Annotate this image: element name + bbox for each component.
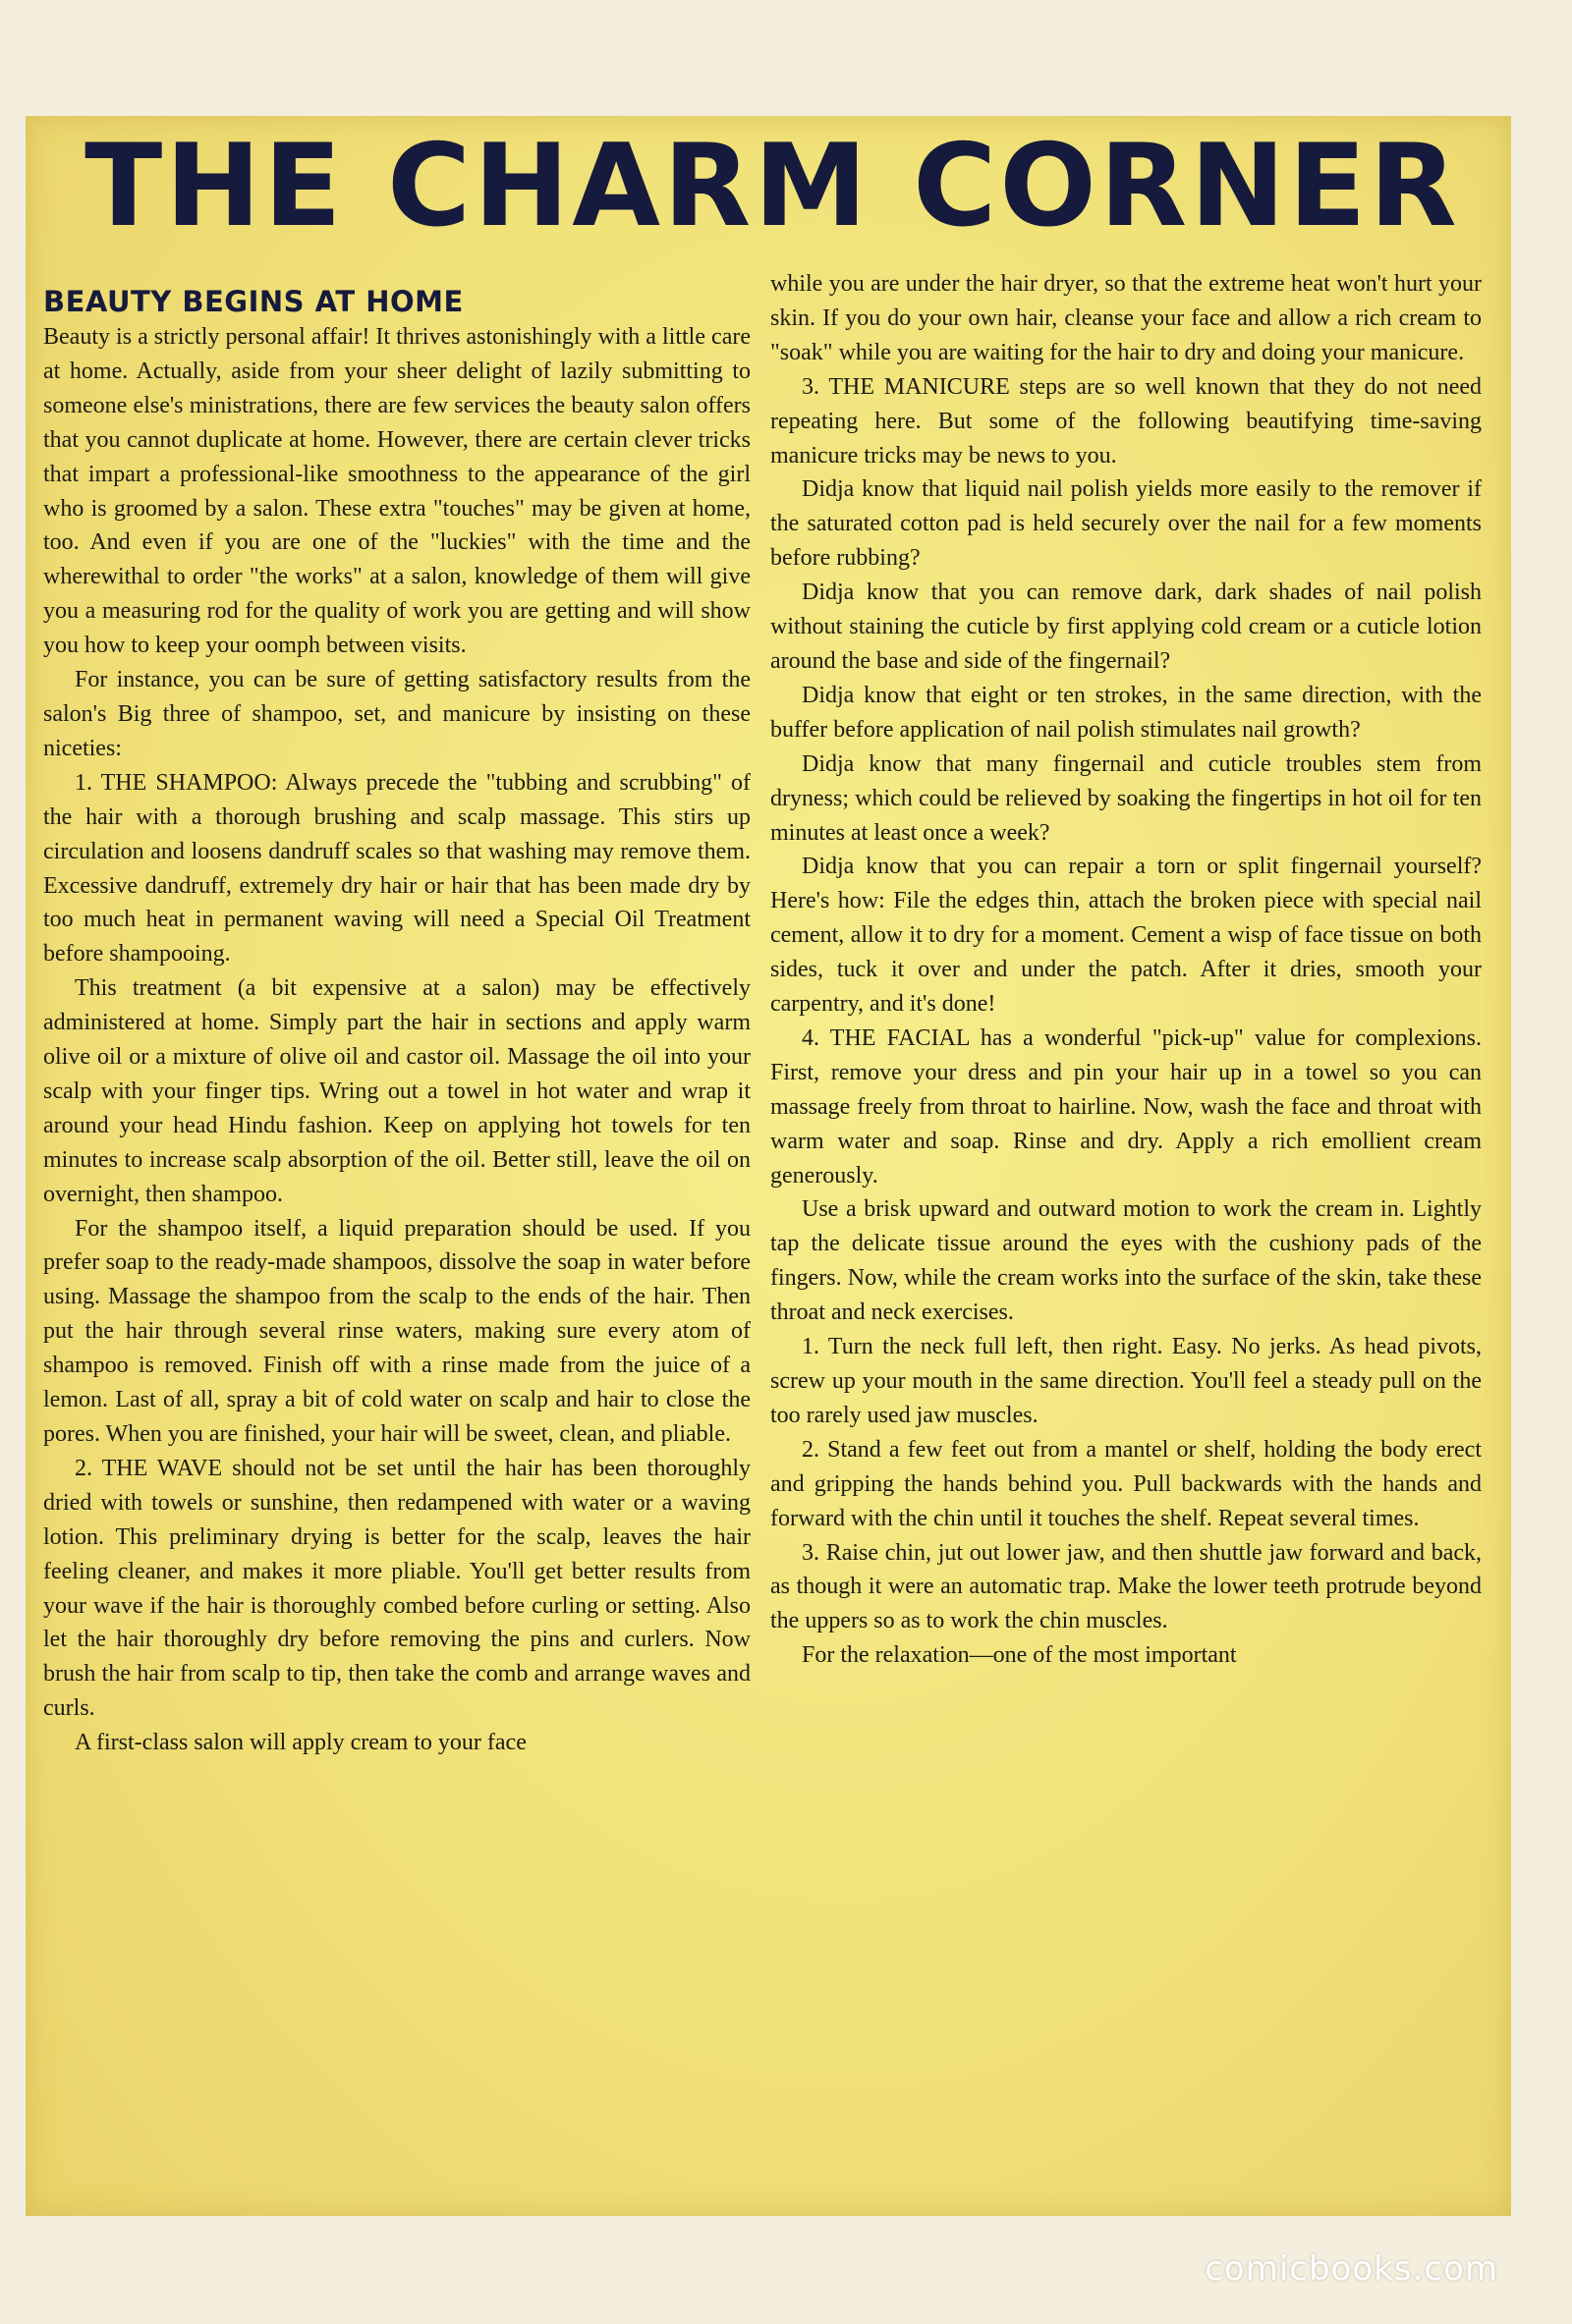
paragraph: 2. Stand a few feet out from a mantel or shelf, holding the body erect and gripping the hands behind you. Pull backwards with the hands and forward with the chin until it touches the shelf. Repeat several times. xyxy=(770,1436,1482,1531)
paragraph: 3. Raise chin, jut out lower jaw, and then shuttle jaw forward and back, as though it were an automatic trap. Make the lower teeth protrude beyond the uppers so as to work the chin muscles. xyxy=(770,1539,1482,1634)
paragraph: This treatment (a bit expensive at a salon) may be effectively administered at home. Simply part the hair in sections and apply warm olive oil or a mixture of olive oil and castor oil. Massage the oil into your scalp with your finger tips. Wring out a towel in hot water and wrap it around your head Hindu fashion. Keep on applying hot towels for ten minutes to increase scalp absorption of the oil. Better still, leave the oil on overnight, then shampoo. xyxy=(43,975,751,1207)
paragraph: 2. THE WAVE should not be set until the hair has been thoroughly dried with towels or sunshine, then redampened with water or a waving lotion. This preliminary drying is better for the scalp, leaves the hair feeling cleaner, and makes it more pliable. You'll get better results from your wave if the hair is thoroughly combed before curling or setting. Also let the hair thoroughly dry before removing the pins and curlers. Now brush the hair from scalp to tip, then take the comb and arrange waves and curls. xyxy=(43,1455,751,1722)
left-column xyxy=(43,283,751,1760)
magazine-page xyxy=(26,116,1511,2216)
paragraph: 1. THE SHAMPOO: Always precede the "tubbing and scrubbing" of the hair with a thorough brushing and scalp massage. This stirs up circulation and loosens dandruff scales so that washing may remove them. Excessive dandruff, extremely dry hair or hair that has been made dry by too much heat in permanent waving will need a Special Oil Treatment before shampooing. xyxy=(43,769,751,968)
paragraph: 1. Turn the neck full left, then right. Easy. No jerks. As head pivots, screw up your mouth in the same direction. You'll feel a steady pull on the too rarely used jaw muscles. xyxy=(770,1334,1482,1428)
paragraph: while you are under the hair dryer, so that the extreme heat won't hurt your skin. If you do your own hair, cleanse your face and allow a rich cream to "soak" while you are waiting for the hair to dry and doing your manicure. xyxy=(770,271,1482,365)
paragraph: A first-class salon will apply cream to your face xyxy=(75,1730,527,1756)
watermark: comicbooks.com xyxy=(1205,2249,1498,2289)
paragraph: Didja know that liquid nail polish yields more easily to the remover if the saturated cotton pad is held securely over the nail for a few moments before rubbing? xyxy=(770,476,1482,572)
paragraph: Didja know that eight or ten strokes, in the same direction, with the buffer before application of nail polish stimulates nail growth? xyxy=(770,682,1482,743)
paragraph: Didja know that you can remove dark, dark shades of nail polish without staining the cuticle by first applying cold cream or a cuticle lotion around the base and side of the fingernail? xyxy=(770,580,1482,674)
page-title: THE CHARM CORNER xyxy=(84,120,1460,252)
section-heading: BEAUTY BEGINS AT HOME xyxy=(43,285,464,318)
paragraph: For instance, you can be sure of getting satisfactory results from the salon's Big three of shampoo, set, and manicure by insisting on these niceties: xyxy=(43,667,751,761)
paragraph: For the relaxation—one of the most important xyxy=(802,1642,1237,1669)
paragraph: Beauty is a strictly personal affair! It thrives astonishingly with a little care at home. Actually, aside from your sheer delight of lazily submitting to someone else's ministrations, there are few services the beauty salon offers that you cannot duplicate at home. However, there are certain clever tricks that impart a professional-like smoothness to the appearance of the girl who is groomed by a salon. These extra "touches" may be given at home, too. And even if you are one of the "luckies" with the time and the wherewithal to order "the works" at a salon, knowledge of them will give you a measuring rod for the quality of work you are getting and will show you how to keep your oomph between visits. xyxy=(43,324,751,659)
right-column xyxy=(770,267,1482,1673)
paragraph: Didja know that you can repair a torn or split fingernail yourself? Here's how: File the edges thin, attach the broken piece with special nail cement, allow it to dry for a moment. Cement a wisp of face tissue on both sides, tuck it over and under the patch. After it dries, smooth your carpentry, and it's done! xyxy=(770,854,1482,1018)
paragraph: Use a brisk upward and outward motion to work the cream in. Lightly tap the delicate tissue around the eyes with the cushiony pads of the fingers. Now, while the cream works into the surface of the skin, take these throat and neck exercises. xyxy=(770,1196,1482,1326)
paragraph: 4. THE FACIAL has a wonderful "pick-up" value for complexions. First, remove your dress and pin your hair up in a towel so you can massage freely from throat to hairline. Now, wash the face and throat with warm water and soap. Rinse and dry. Apply a rich emollient cream generously. xyxy=(770,1024,1482,1189)
paragraph: 3. THE MANICURE steps are so well known that they do not need repeating here. But some of the following beautifying time-saving manicure tricks may be news to you. xyxy=(770,373,1482,469)
paragraph: For the shampoo itself, a liquid preparation should be used. If you prefer soap to the ready-made shampoos, dissolve the soap in water before using. Massage the shampoo from the scalp to the ends of the hair. Then put the hair through several rinse waters, making sure every atom of shampoo is removed. Finish off with a rinse made from the juice of a lemon. Last of all, spray a bit of cold water on scalp and hair to close the pores. When you are finished, your hair will be sweet, clean, and pliable. xyxy=(43,1215,751,1447)
paragraph: Didja know that many fingernail and cuticle troubles stem from dryness; which could be relieved by soaking the fingertips in hot oil for ten minutes at least once a week? xyxy=(770,750,1482,846)
